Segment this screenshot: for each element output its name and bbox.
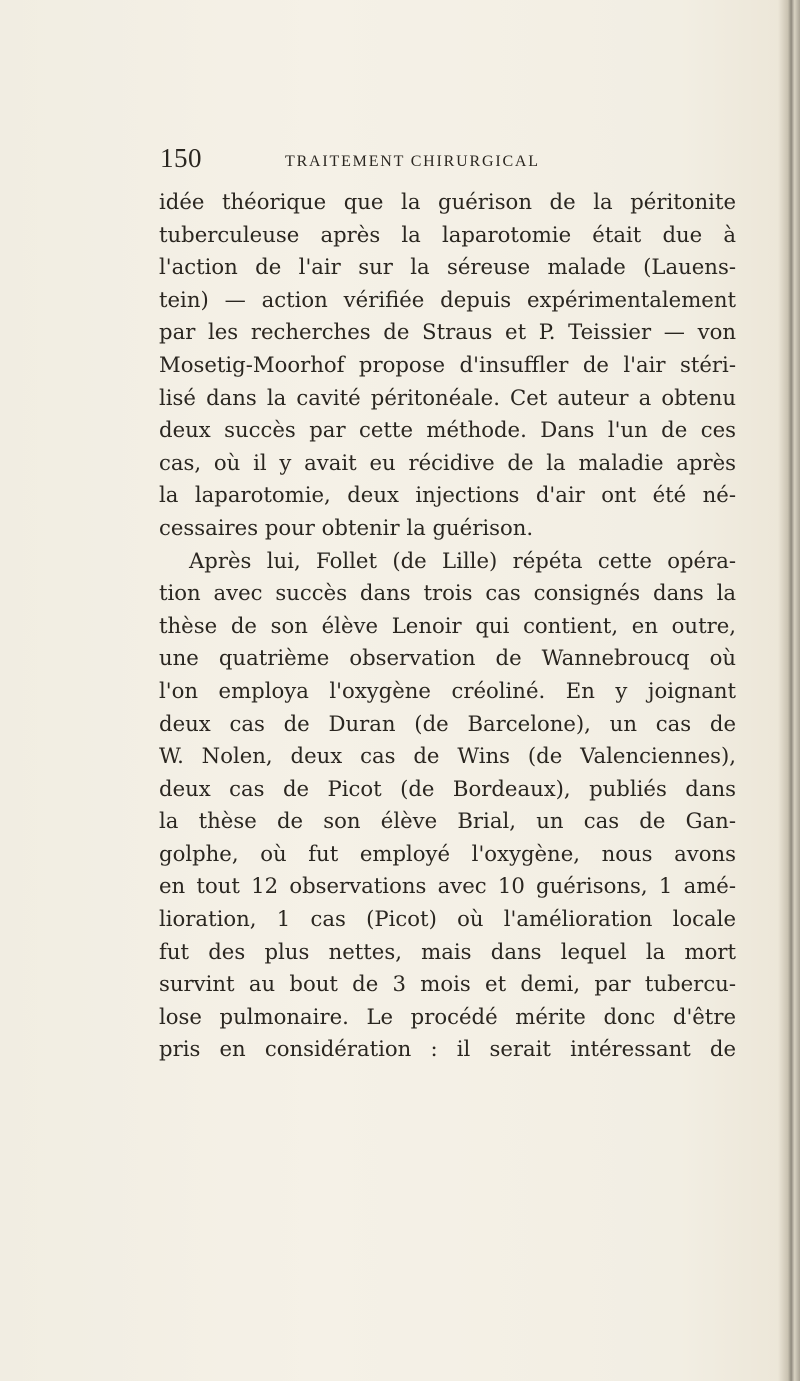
text-line: la thèse de son élève Brial, un cas de Gan- bbox=[159, 808, 736, 834]
text-line: fut des plus nettes, mais dans lequel la mort bbox=[159, 938, 736, 964]
paragraph-start-line: Après lui, Follet (de Lille) répéta cette opéra- bbox=[189, 547, 736, 573]
page-edge-shadow bbox=[778, 0, 800, 1381]
text-line: Mosetig-Moorhof propose d'insuffler de l'air stéri- bbox=[159, 351, 736, 377]
text-line: lose pulmonaire. Le procédé mérite donc d'être bbox=[159, 1003, 736, 1029]
text-line: lioration, 1 cas (Picot) où l'amélioration locale bbox=[159, 906, 736, 932]
text-line: deux cas de Duran (de Barcelone), un cas de bbox=[159, 710, 736, 736]
text-line: cas, où il y avait eu récidive de la maladie après bbox=[159, 449, 736, 475]
text-line: pris en considération : il serait intéressant de bbox=[159, 1036, 736, 1062]
running-title: TRAITEMENT CHIRURGICAL bbox=[285, 153, 540, 170]
text-line: W. Nolen, deux cas de Wins (de Valenciennes), bbox=[159, 743, 736, 769]
text-line: la laparotomie, deux injections d'air ont été né- bbox=[159, 482, 736, 508]
text-line: tion avec succès dans trois cas consignés dans la bbox=[159, 580, 736, 606]
text-line: deux succès par cette méthode. Dans l'un de ces bbox=[159, 417, 736, 443]
text-line: lisé dans la cavité péritonéale. Cet auteur a obtenu bbox=[159, 384, 736, 410]
text-line: thèse de son élève Lenoir qui contient, en outre, bbox=[159, 612, 736, 638]
body-text bbox=[159, 186, 736, 1066]
text-line: tein) — action vérifiée depuis expérimentalement bbox=[159, 286, 736, 312]
text-line: l'on employa l'oxygène créoliné. En y joignant bbox=[159, 677, 736, 703]
paragraph-end-line: cessaires pour obtenir la guérison. bbox=[159, 514, 534, 540]
text-line: deux cas de Picot (de Bordeaux), publiés dans bbox=[159, 775, 736, 801]
text-line: une quatrième observation de Wannebroucq où bbox=[159, 645, 736, 671]
text-line: survint au bout de 3 mois et demi, par tubercu- bbox=[159, 971, 736, 997]
text-line: par les recherches de Straus et P. Teissier — von bbox=[159, 319, 736, 345]
text-line: idée théorique que la guérison de la péritonite bbox=[159, 189, 736, 214]
text-line: en tout 12 observations avec 10 guérisons, 1 amé- bbox=[159, 873, 736, 899]
page-number: 150 bbox=[160, 143, 202, 173]
text-line: l'action de l'air sur la séreuse malade (Lauens- bbox=[159, 254, 736, 280]
text-line: golphe, où fut employé l'oxygène, nous avons bbox=[159, 840, 736, 866]
text-line: tuberculeuse après la laparotomie était due à bbox=[159, 221, 736, 247]
